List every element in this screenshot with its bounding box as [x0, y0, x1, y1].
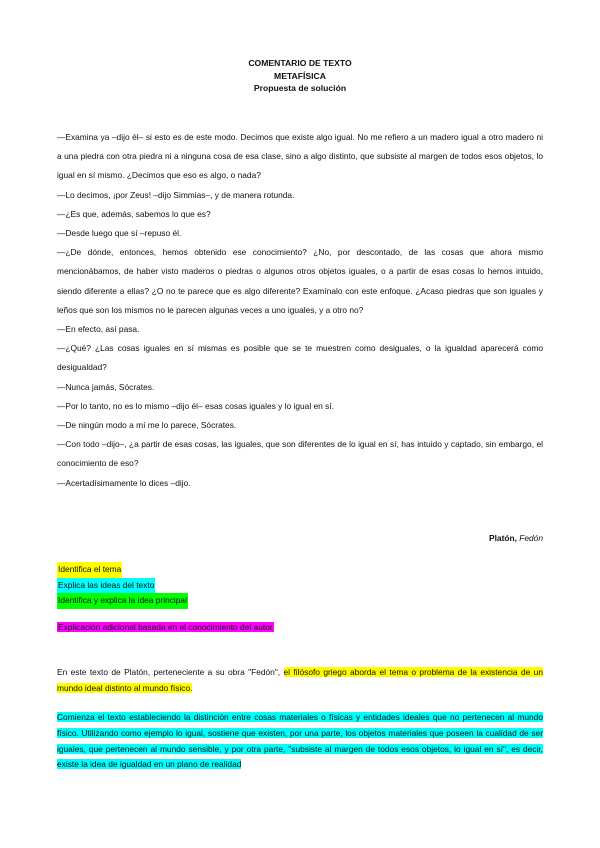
document-header [0, 57, 600, 95]
header-title: COMENTARIO DE TEXTO [248, 58, 352, 68]
header-subtitle: Propuesta de solución [253, 83, 347, 93]
answer-text: En este texto de Platón, perteneciente a su obra "Fedón", [57, 667, 284, 677]
attribution-work: Fedón [519, 533, 543, 543]
label-extra: Explicación adicional basada en el conocimiento del autor [58, 622, 273, 632]
dialog-line: —¿Es que, además, sabemos lo que es? [57, 208, 211, 219]
label-ideas: Explica las ideas del texto [57, 578, 155, 594]
task-labels [57, 562, 188, 609]
label-main-idea: Identifica y explica la idea principal [57, 593, 188, 609]
dialog-line: —Nunca jamás, Sócrates. [57, 381, 155, 392]
dialog-line: —Desde luego que sí –repuso él. [57, 228, 182, 239]
answer-theme-highlight: el filósofo griego aborda el tema o problema de la existencia de un mundo ideal distinto al mundo físico. [57, 667, 543, 693]
dialog-text [57, 128, 543, 493]
dialog-line: —De ningún modo a mí me lo parece, Sócrates. [57, 420, 237, 431]
header-subject: METAFÍSICA [274, 70, 326, 81]
dialog-line: —Acertadísimamente lo dices –dijo. [57, 477, 191, 488]
dialog-line: —Lo decimos, ¡por Zeus! –dijo Simmias–, y de manera rotunda. [57, 189, 295, 200]
dialog-line: —En efecto, así pasa. [57, 324, 140, 335]
answer-paragraph-theme [57, 665, 543, 696]
attribution-author: Platón, [489, 533, 517, 543]
extra-label-row [57, 622, 274, 632]
attribution [489, 533, 543, 543]
answer-paragraph-ideas [57, 710, 543, 773]
dialog-line: —Con todo –dijo–, ¿a partir de esas cosas, las iguales, que son diferentes de lo igual en sí, has intuido y captado, sin embargo, el conocimiento de eso? [57, 439, 543, 469]
label-theme: Identifica el tema [57, 562, 122, 578]
dialog-line: —¿Qué? ¿Las cosas iguales en sí mismas es posible que se te muestren como desiguales, o la igualdad aparecerá como desigualdad? [57, 343, 543, 373]
dialog-line: —¿De dónde, entonces, hemos obtenido ese conocimiento? ¿No, por descontado, de las cosas que ahora mismo mencionábamos, de haber visto maderos o piedras o algunos otros objetos iguales, o a partir de esas cosas lo hemos intuido, siendo diferente a ellas? ¿O no te parece que es algo diferente? Examínalo con este enfoque. ¿Acaso piedras que son iguales y leños que son los mismos no le parecen algunas veces a uno iguales, y a otro no? [57, 247, 543, 315]
dialog-line: —Por lo tanto, no es lo mismo –dijo él– esas cosas iguales y lo igual en sí. [57, 400, 334, 411]
answer-ideas-highlight: Comienza el texto estableciendo la distinción entre cosas materiales o físicas y entidades ideales que no pertenecen al mundo físico. Utilizando como ejemplo lo igual, sostiene que existen, por una parte, los objetos materiales que poseen la cualidad de ser iguales, que pertenecen al mundo sensible, y por otra parte, "subsiste al margen de todos esos objetos, lo igual en sí", es decir, existe la idea de igualdad en un plano de realidad [57, 712, 543, 770]
dialog-line: —Examina ya –dijo él– si esto es de este modo. Decimos que existe algo igual. No me refiero a un madero igual a otro madero ni a una piedra con otra piedra ni a ninguna cosa de esa clase, sino a algo distinto, que subsiste al margen de todos esos objetos, lo igual en sí mismo. ¿Decimos que eso es algo, o nada? [57, 132, 543, 181]
